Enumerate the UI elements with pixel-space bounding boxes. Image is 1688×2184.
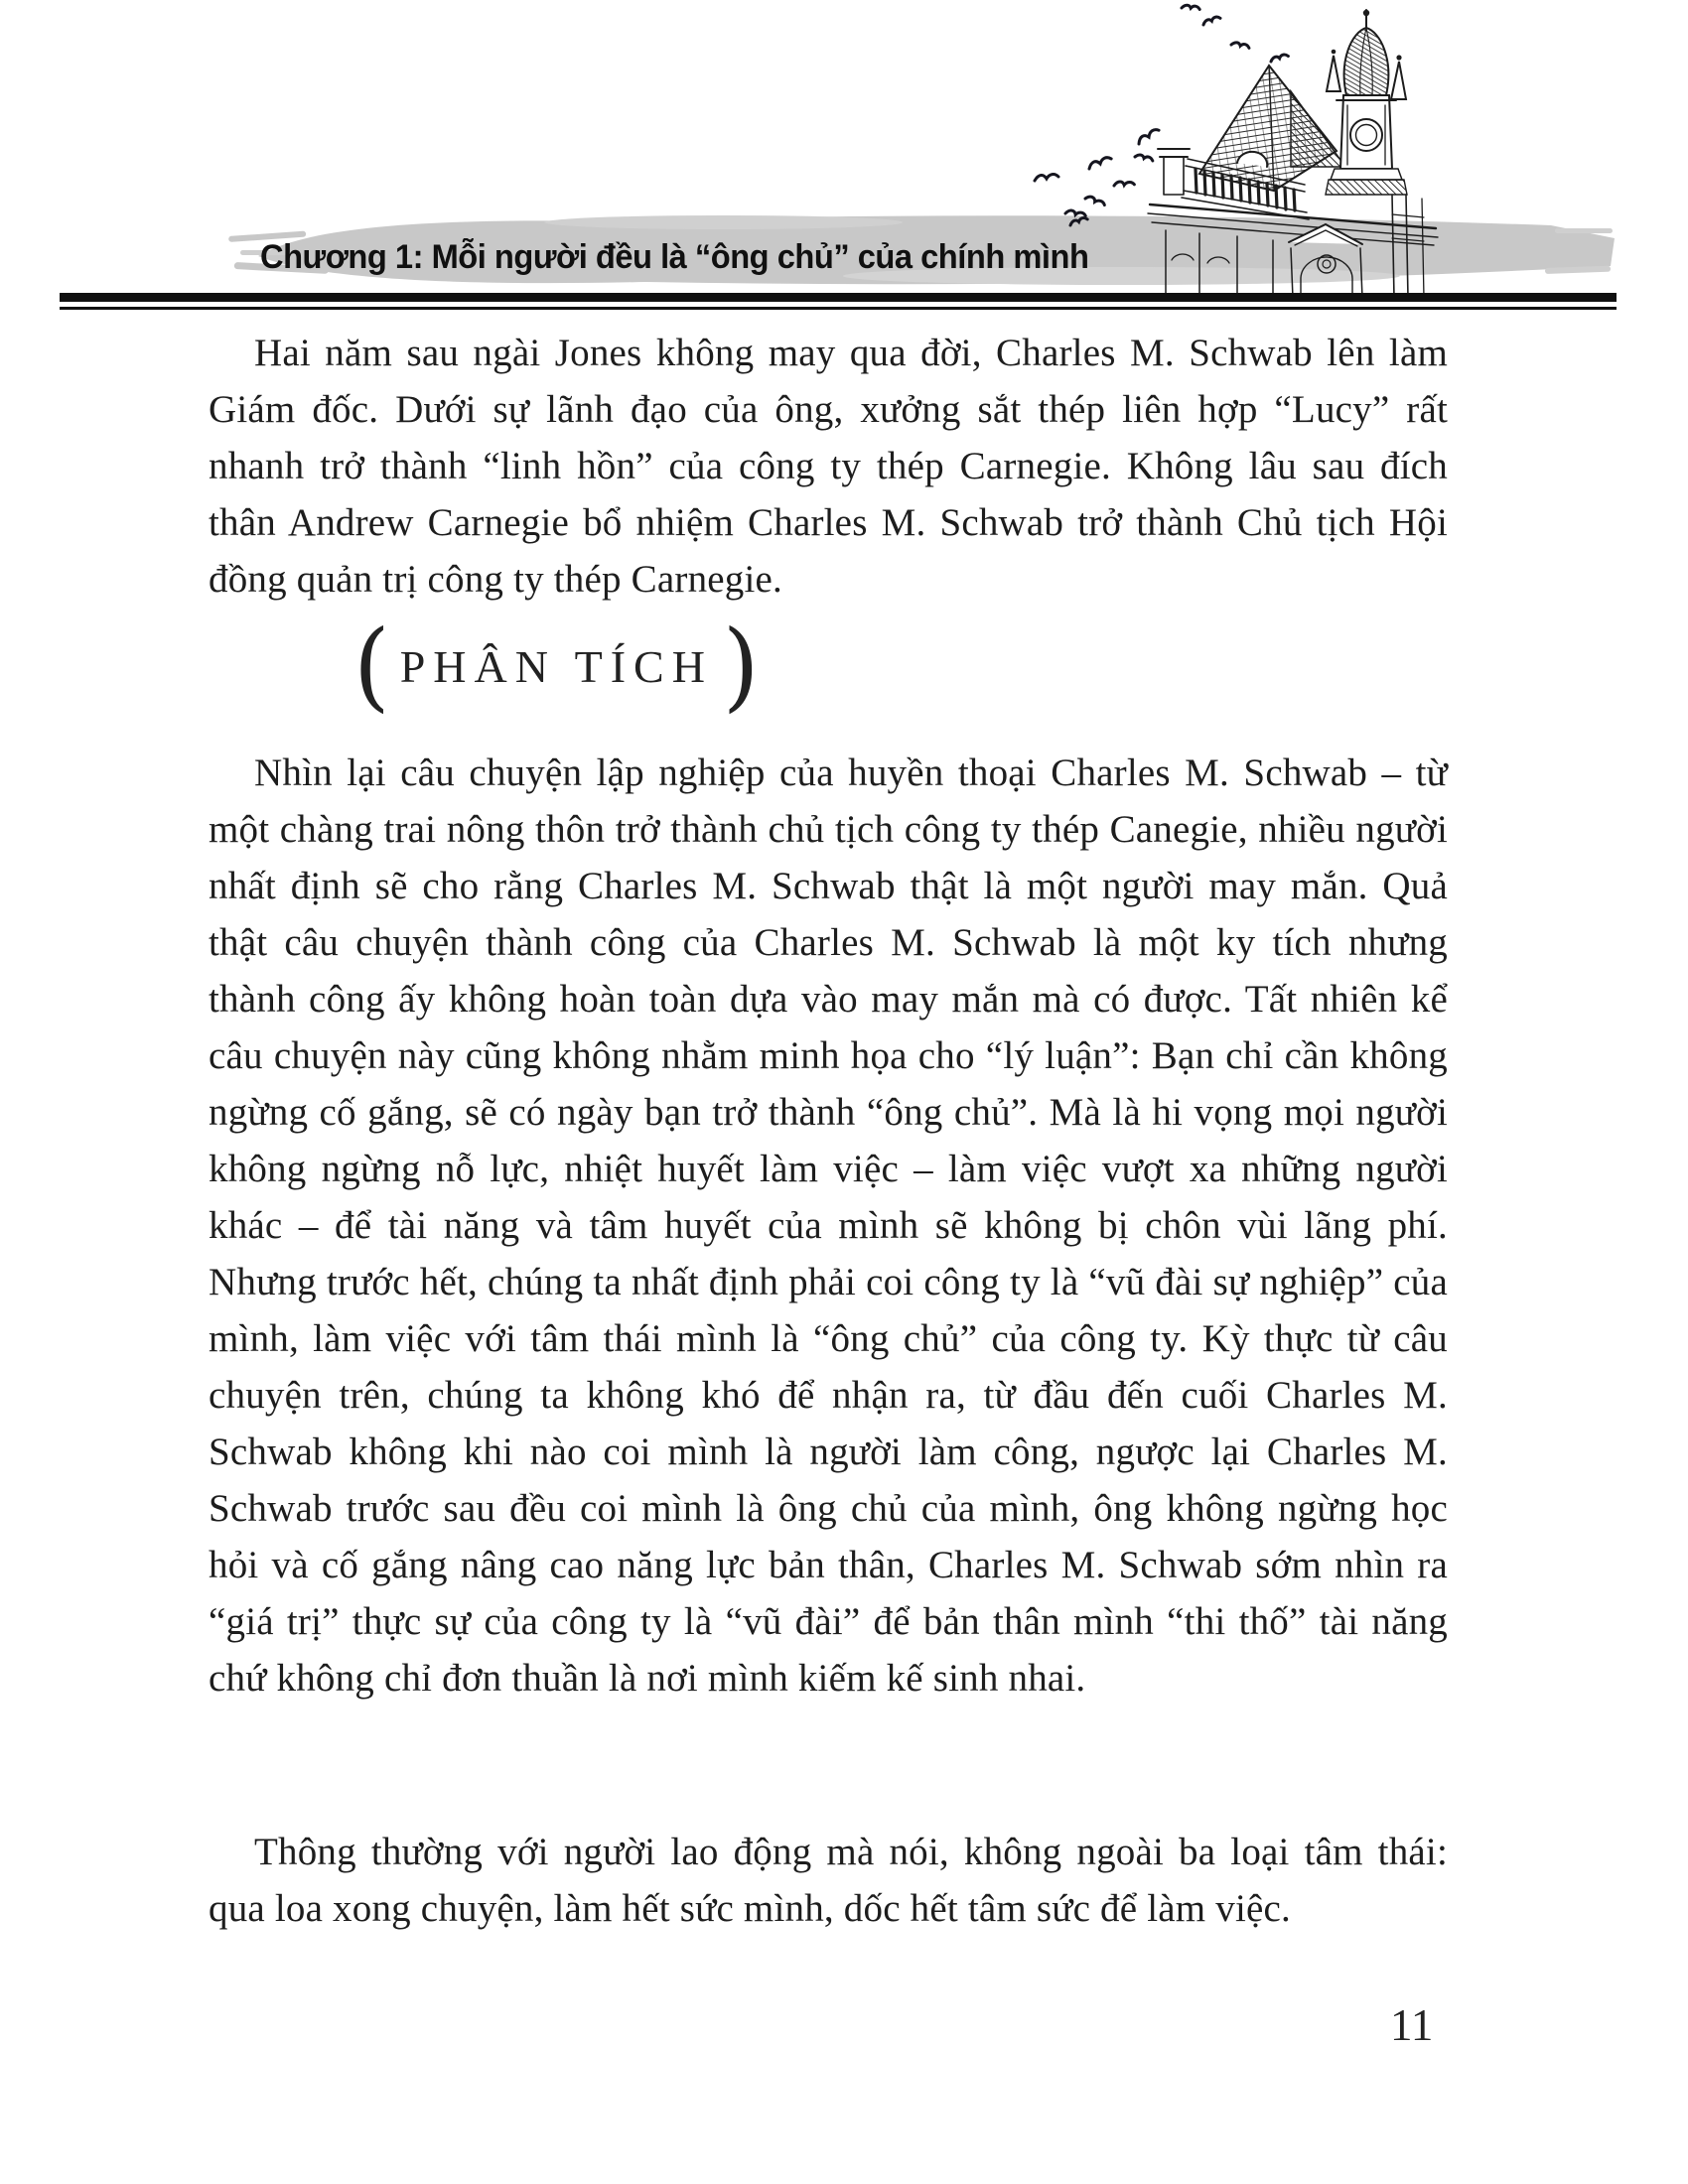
heading-paren-open: ( xyxy=(353,610,390,724)
paragraph-2: Nhìn lại câu chuyện lập nghiệp của huyền thoại Charles M. Schwab – từ một chàng trai nông thôn trở thành chủ tịch công ty thép Canegie, nhiều người nhất định sẽ cho rằng Charles M. Schwab thật là một người may mắn. Quả thật câu chuyện thành công của Charles M. Schwab là một ky tích nhưng thành công ấy không hoàn toàn dựa vào may mắn mà có được. Tất nhiên kể câu chuyện này cũng không nhằm minh họa cho “lý luận”: Bạn chỉ cần không ngừng cố gắng, sẽ có ngày bạn trở thành “ông chủ”. Mà là hi vọng mọi người không ngừng nỗ lực, nhiệt huyết làm việc – làm việc vượt xa những người khác – để tài năng và tâm huyết của mình sẽ không bị chôn vùi lãng phí. Nhưng trước hết, chúng ta nhất định phải coi công ty là “vũ đài sự nghiệp” của mình, làm việc với tâm thái mình là “ông chủ” của công ty. Kỳ thực từ câu chuyện trên, chúng ta không khó để nhận ra, từ đầu đến cuối Charles M. Schwab không khi nào coi mình là người làm công, ngược lại Charles M. Schwab trước sau đều coi mình là ông chủ của mình, ông không ngừng học hỏi và cố gắng nâng cao năng lực bản thân, Charles M. Schwab sớm nhìn ra “giá trị” thực sự của công ty là “vũ đài” để bản thân mình “thi thố” tài năng chứ không chỉ đơn thuần là nơi mình kiếm kế sinh nhai. xyxy=(209,751,1448,1700)
header-rule-thick xyxy=(60,293,1617,302)
section-heading xyxy=(353,610,760,724)
paragraph-3: Thông thường với người lao động mà nói, không ngoài ba loại tâm thái: qua loa xong chuyện, làm hết sức mình, dốc hết tâm sức để làm việc. xyxy=(209,1831,1448,1930)
chapter-title: Chương 1: Mỗi người đều là “ông chủ” của chính mình xyxy=(260,238,1089,276)
building-illustration xyxy=(1142,0,1450,298)
heading-paren-close: ) xyxy=(722,610,760,724)
paragraph-1: Hai năm sau ngài Jones không may qua đời, Charles M. Schwab lên làm Giám đốc. Dưới sự lãnh đạo của ông, xưởng sắt thép liên hợp “Lucy” rất nhanh trở thành “linh hồn” của công ty thép Carnegie. Không lâu sau đích thân Andrew Carnegie bổ nhiệm Charles M. Schwab trở thành Chủ tịch Hội đồng quản trị công ty thép Carnegie. xyxy=(209,332,1448,601)
header-rule-thin xyxy=(60,307,1617,310)
section-heading-text: PHÂN TÍCH xyxy=(399,641,713,692)
page-number: 11 xyxy=(1390,2000,1434,2050)
